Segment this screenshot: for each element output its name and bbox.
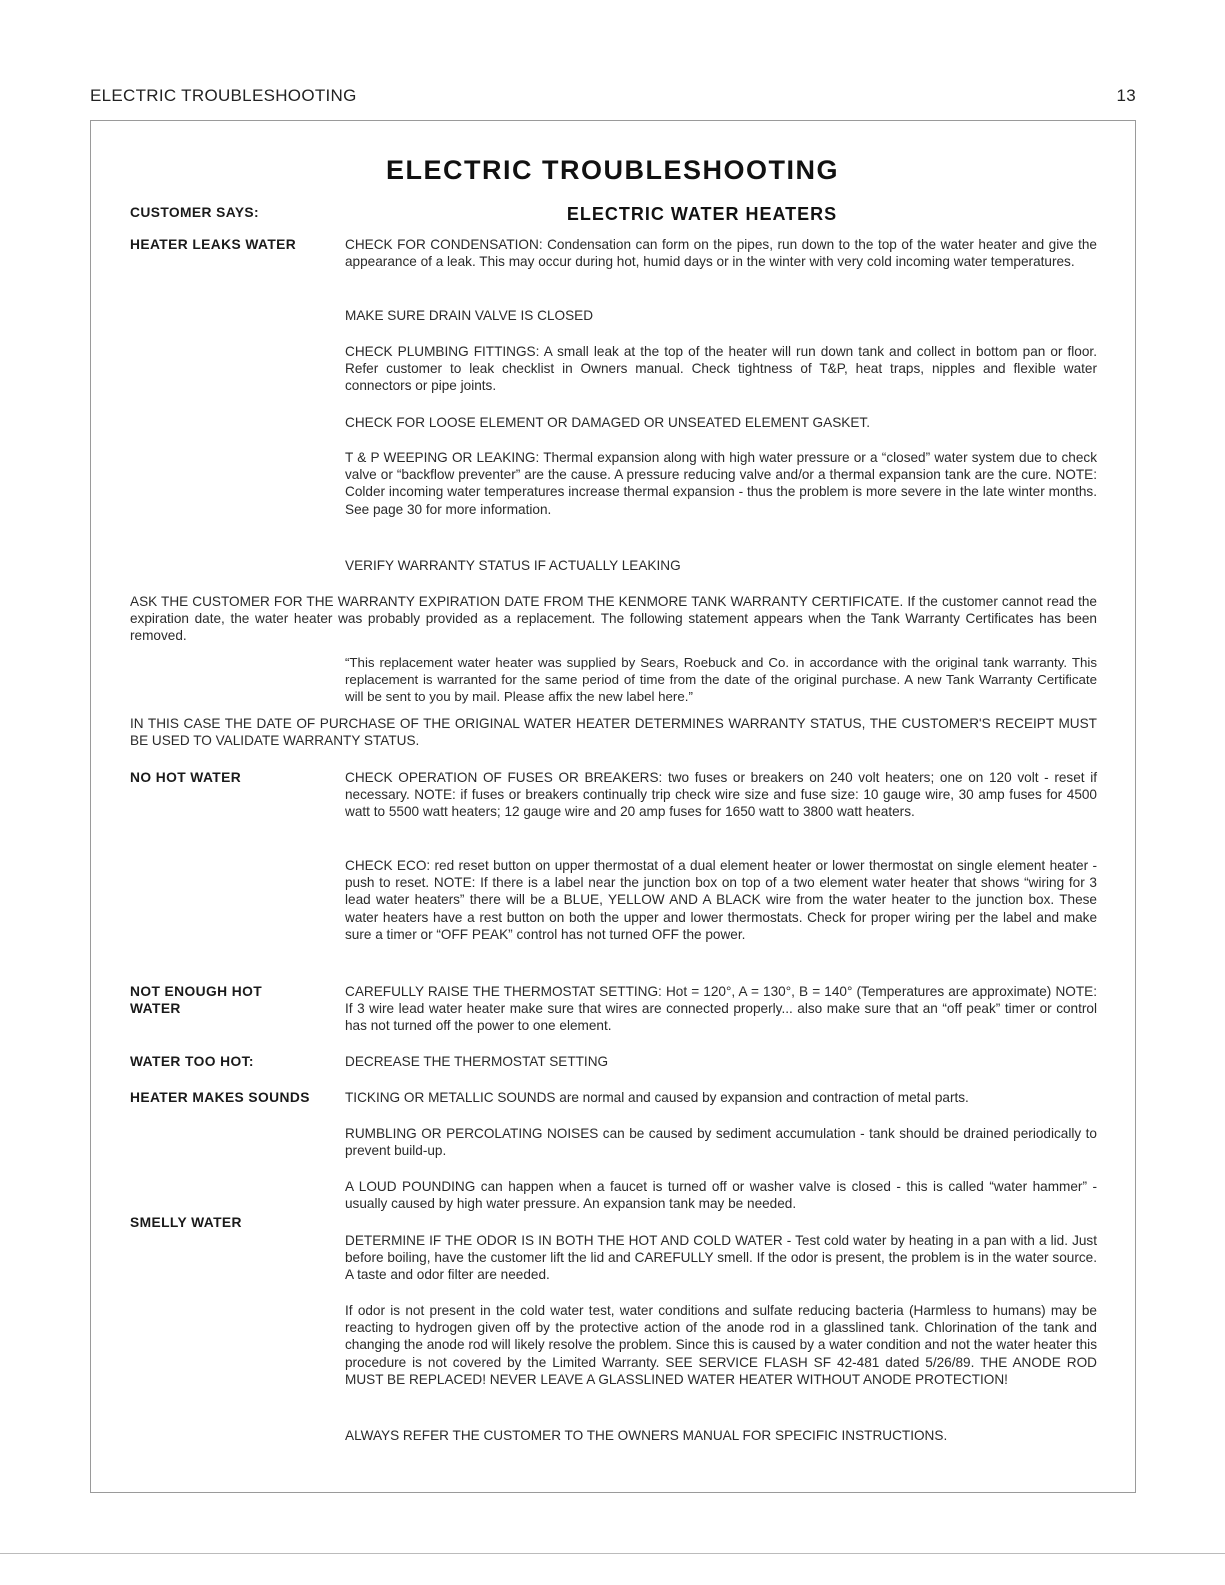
symptom-smelly-water: SMELLY WATER	[130, 1215, 242, 1230]
customer-says-label: CUSTOMER SAYS:	[130, 205, 260, 220]
paragraph-plumbing-fittings: CHECK PLUMBING FITTINGS: A small leak at the top of the heater will run down tank and collect in bottom pan or floor. Refer customer to leak checklist in Owners manual. Check tightness of T&P, heat traps, nipples and flexible water connectors or pipe joints.	[345, 344, 1097, 394]
running-title: ELECTRIC TROUBLESHOOTING	[90, 86, 357, 105]
paragraph-rumbling: RUMBLING OR PERCOLATING NOISES can be caused by sediment accumulation - tank should be drained periodically to prevent build-up.	[345, 1126, 1097, 1159]
symptom-water-too-hot: WATER TOO HOT:	[130, 1054, 254, 1069]
page-number: 13	[1116, 86, 1136, 105]
paragraph-drain-valve: MAKE SURE DRAIN VALVE IS CLOSED	[345, 308, 594, 323]
paragraph-pounding: A LOUD POUNDING can happen when a faucet is turned off or washer valve is closed - this is called “water hammer” - usually caused by high water pressure. An expansion tank may be needed.	[345, 1179, 1097, 1212]
paragraph-condensation: CHECK FOR CONDENSATION: Condensation can form on the pipes, run down to the top of the water heater and give the appearance of a leak. This may occur during hot, humid days or in the winter with very cold incoming water temperatures.	[345, 237, 1097, 270]
paragraph-thermostat: CAREFULLY RAISE THE THERMOSTAT SETTING: Hot = 120°, A = 130°, B = 140° (Temperatures are approximate) NOTE: If 3 wire lead water heater make sure that wires are connected properly... also make sure that an “off peak” timer or control has not turned off the power to one element.	[345, 984, 1097, 1034]
paragraph-determine-odor: DETERMINE IF THE ODOR IS IN BOTH THE HOT AND COLD WATER - Test cold water by heating in a pan with a lid. Just before boiling, have the customer lift the lid and CAREFULLY smell. If the odor is present, the problem is in the water source. A taste and odor filter are needed.	[345, 1233, 1097, 1283]
running-header	[90, 86, 1136, 110]
symptom-makes-sounds: HEATER MAKES SOUNDS	[130, 1090, 310, 1105]
paragraph-verify-warranty: VERIFY WARRANTY STATUS IF ACTUALLY LEAKING	[345, 558, 681, 573]
paragraph-tp-weeping: T & P WEEPING OR LEAKING: Thermal expansion along with high water pressure or a “closed” water system due to check valve or “backflow preventer” are the cause. A pressure reducing valve and/or a thermal expansion tank are the cure. NOTE: Colder incoming water temperatures increase thermal expansion - thus the problem is more severe in the late winter months. See page 30 for more information.	[345, 450, 1097, 517]
page-title: ELECTRIC TROUBLESHOOTING	[386, 155, 839, 185]
paragraph-fuses: CHECK OPERATION OF FUSES OR BREAKERS: two fuses or breakers on 240 volt heaters; one on 120 volt - reset if necessary. NOTE: if fuses or breakers continually trip check wire size and fuse size: 10 gauge wire, 30 amp fuses for 4500 watt to 5500 watt heaters; 12 gauge wire and 20 amp fuses for 1650 watt to 3800 watt heaters.	[345, 770, 1097, 820]
paragraph-element-gasket: CHECK FOR LOOSE ELEMENT OR DAMAGED OR UNSEATED ELEMENT GASKET.	[345, 415, 870, 430]
paragraph-anode: If odor is not present in the cold water test, water conditions and sulfate reducing bacteria (Harmless to humans) may be reacting to hydrogen given off by the protective action of the anode rod in a glasslined tank. Chlorination of the tank and changing the anode rod will likely resolve the problem. Since this is caused by a water condition and not the water heater this procedure is not covered by the Limited Warranty. SEE SERVICE FLASH SF 42-481 dated 5/26/89. THE ANODE ROD MUST BE REPLACED! NEVER LEAVE A GLASSLINED WATER HEATER WITHOUT ANODE PROTECTION!	[345, 1303, 1097, 1387]
section-subtitle: ELECTRIC WATER HEATERS	[566, 204, 838, 224]
paragraph-eco: CHECK ECO: red reset button on upper thermostat of a dual element heater or lower thermostat on single element heater - push to reset. NOTE: If there is a label near the junction box on top of a two element water heater that shows “wiring for 3 lead water heaters” there will be a BLUE, YELLOW AND A BLACK wire from the water heater to the junction box. These water heaters have a rest button on both the upper and lower thermostats. Check for proper wiring per the label and make sure a timer or “OFF PEAK” control has not turned OFF the power.	[345, 858, 1097, 942]
paragraph-decrease: DECREASE THE THERMOSTAT SETTING	[345, 1054, 609, 1069]
paragraph-warranty-ask: ASK THE CUSTOMER FOR THE WARRANTY EXPIRATION DATE FROM THE KENMORE TANK WARRANTY CERTIFICATE. If the customer cannot read the expiration date, the water heater was probably provided as a replacement. The following statement appears when the Tank Warranty Certificates has been removed.	[130, 594, 1097, 644]
bottom-rule	[0, 1553, 1225, 1554]
symptom-leaks-water: HEATER LEAKS WATER	[130, 237, 297, 252]
symptom-no-hot-water: NO HOT WATER	[130, 770, 242, 785]
paragraph-warranty-purchase: IN THIS CASE THE DATE OF PURCHASE OF THE ORIGINAL WATER HEATER DETERMINES WARRANTY STATUS, THE CUSTOMER'S RECEIPT MUST BE USED TO VALIDATE WARRANTY STATUS.	[130, 716, 1097, 749]
paragraph-warranty-statement: “This replacement water heater was supplied by Sears, Roebuck and Co. in accordance with the original tank warranty. This replacement is warranted for the same period of time from the date of the original purchase. A new Tank Warranty Certificate will be sent to you by mail. Please affix the new label here.”	[345, 655, 1097, 705]
paragraph-refer-manual: ALWAYS REFER THE CUSTOMER TO THE OWNERS MANUAL FOR SPECIFIC INSTRUCTIONS.	[345, 1428, 948, 1443]
symptom-not-enough-hot-water: NOT ENOUGH HOT WATER	[130, 984, 263, 1016]
paragraph-ticking: TICKING OR METALLIC SOUNDS are normal and caused by expansion and contraction of metal parts.	[345, 1090, 969, 1105]
